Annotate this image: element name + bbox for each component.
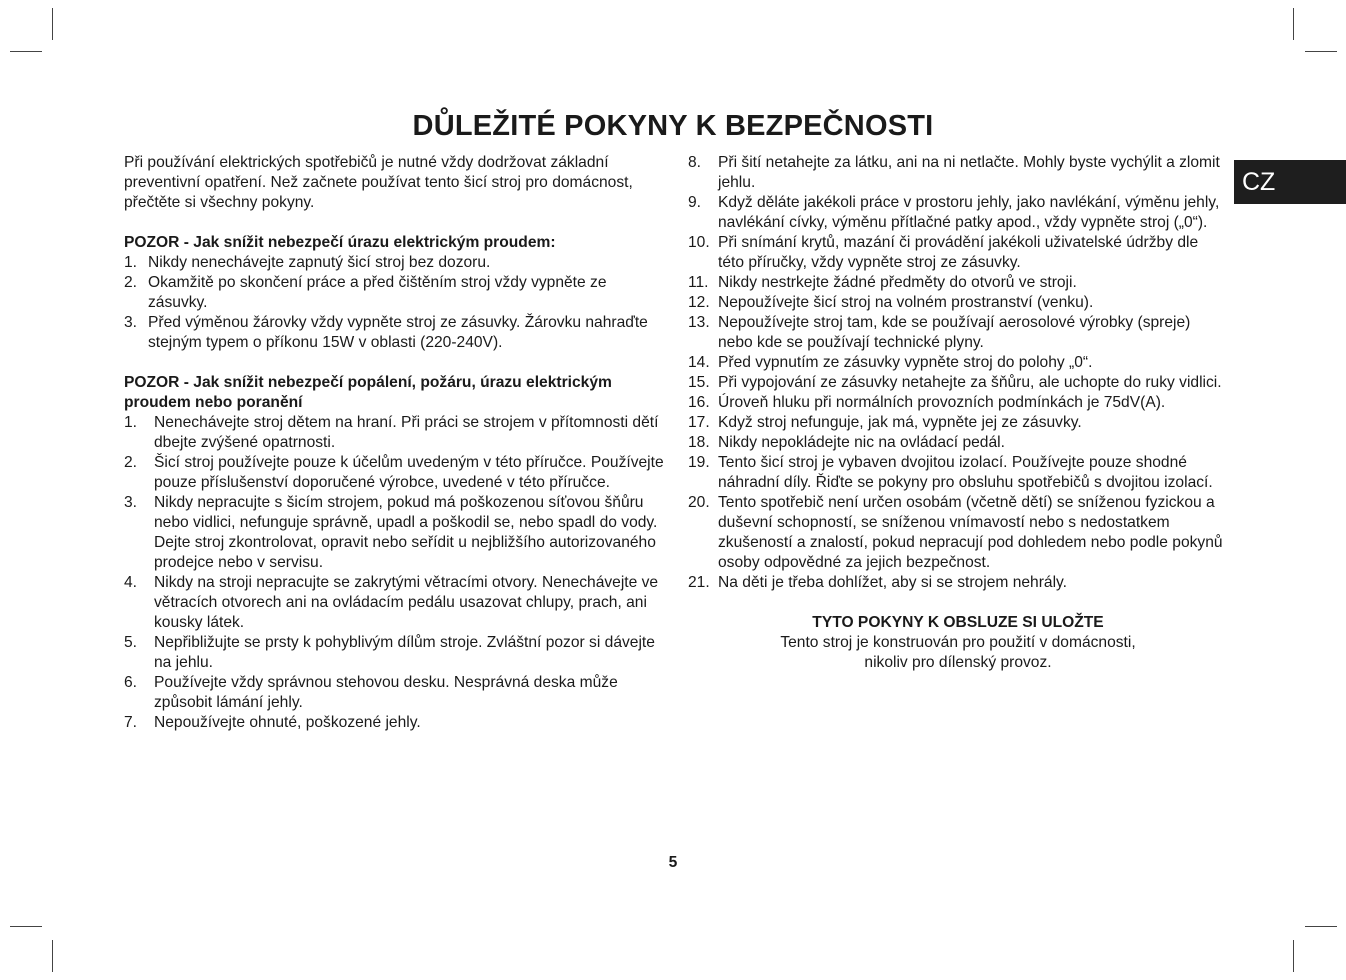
list-item: 13. Nepoužívejte stroj tam, kde se používají aerosolové výrobky (spreje) nebo kde se používají technické plyny. — [688, 314, 1191, 351]
left-column — [124, 153, 669, 733]
list-item: 2. Šicí stroj používejte pouze k účelům uvedeným v této příručce. Používejte pouze příslušenství doporučené výrobce, uvedené v této příručce. — [124, 454, 664, 491]
list-item: 1. Nikdy nenechávejte zapnutý šicí stroj bez dozoru. — [124, 254, 491, 271]
crop-mark — [1305, 926, 1337, 927]
page-title: DŮLEŽITÉ POKYNY K BEZPEČNOSTI — [412, 110, 934, 142]
crop-mark — [1293, 8, 1294, 40]
list-item: 4. Nikdy na stroji nepracujte se zakrytými větracími otvory. Nenechávejte ve větracích otvorech ani na ovládacím pedálu usazovat chlupy, prach, ani kousky látek. — [124, 574, 659, 631]
list-item: 1. Nenechávejte stroj dětem na hraní. Při práci se strojem v přítomnosti dětí dbejte zvýšené opatrnosti. — [124, 414, 659, 451]
section1-list — [124, 253, 669, 353]
list-item: 21. Na děti je třeba dohlížet, aby si se strojem nehrály. — [688, 574, 1068, 591]
page-number: 5 — [668, 854, 678, 871]
list-item: 2. Okamžitě po skončení práce a před čištěním stroj vždy vypněte ze zásuvky. — [124, 274, 607, 311]
section1-heading: POZOR - Jak snížit nebezpečí úrazu elektrickým proudem: — [124, 234, 556, 251]
crop-mark — [10, 926, 42, 927]
crop-mark — [52, 940, 53, 972]
list-item: 5. Nepřibližujte se prsty k pohyblivým dílům stroje. Zvláštní pozor si dávejte na jehlu. — [124, 634, 655, 671]
section2-heading: POZOR - Jak snížit nebezpečí popálení, požáru, úrazu elektrickým proudem nebo poranění — [124, 374, 612, 411]
list-item: 12. Nepoužívejte šicí stroj na volném prostranství (venku). — [688, 294, 1094, 311]
intro-paragraph: Při používání elektrických spotřebičů je nutné vždy dodržovat základní preventivní opatření. Než začnete používat tento šicí stroj pro domácnost, přečtěte si všechny pokyny. — [124, 154, 633, 211]
list-item: 8. Při šití netahejte za látku, ani na ni netlačte. Mohly byste vychýlit a zlomit jehlu. — [688, 154, 1220, 191]
crop-mark — [52, 8, 53, 40]
list-item: 3. Nikdy nepracujte s šicím strojem, pokud má poškozenou síťovou šňůru nebo vidlici, nefunguje správně, upadl a poškodil se, nebo spadl do vody. Dejte stroj zkontrolovat, opravit nebo seřídit u nejbližšího autorizovaného prodejce nebo v servisu. — [124, 494, 658, 571]
language-tab: CZ — [1234, 160, 1346, 204]
list-item: 14. Před vypnutím ze zásuvky vypněte stroj do polohy „0“. — [688, 354, 1093, 371]
closing-block — [688, 613, 1228, 673]
crop-mark — [1293, 940, 1294, 972]
closing-line: Tento stroj je konstruován pro použití v domácnosti, — [780, 634, 1136, 651]
list-item: 7. Nepoužívejte ohnuté, poškozené jehly. — [124, 714, 421, 731]
list-item: 19. Tento šicí stroj je vybaven dvojitou izolací. Používejte pouze shodné náhradní díly. Řiďte se pokyny pro obsluhu spotřebičů s dvojitou izolací. — [688, 454, 1213, 491]
list-item: 16. Úroveň hluku při normálních provozních podmínkách je 75dV(A). — [688, 394, 1166, 411]
crop-mark — [10, 51, 42, 52]
list-item: 20. Tento spotřebič není určen osobám (včetně dětí) se sníženou fyzickou a duševní schopností, se sníženou vnímavostí nebo s nedostatkem zkušeností a znalostí, pokud nepracují pod dohledem nebo podle pokynů osoby odpovědné za jejich bezpečnost. — [688, 494, 1223, 571]
closing-line: nikoliv pro dílenský provoz. — [864, 654, 1052, 671]
list-item: 6. Používejte vždy správnou stehovou desku. Nesprávná deska může způsobit lámání jehly. — [124, 674, 618, 711]
list-item: 17. Když stroj nefunguje, jak má, vypněte jej ze zásuvky. — [688, 414, 1082, 431]
section2-list — [124, 413, 669, 733]
continued-list — [688, 153, 1228, 593]
list-item: 3. Před výměnou žárovky vždy vypněte stroj ze zásuvky. Žárovku nahraďte stejným typem o příkonu 15W v oblasti (220-240V). — [124, 314, 648, 351]
list-item: 9. Když děláte jakékoli práce v prostoru jehly, jako navlékání, výměnu jehly, navlékání cívky, výměnu přítlačné patky apod., vždy vypněte stroj („0“). — [688, 194, 1220, 231]
list-item: 10. Při snímání krytů, mazání či provádění jakékoli uživatelské údržby dle této příručky, vždy vypněte stroj ze zásuvky. — [688, 234, 1199, 271]
right-column — [688, 153, 1228, 673]
list-item: 11. Nikdy nestrkejte žádné předměty do otvorů ve stroji. — [688, 274, 1077, 291]
list-item: 15. Při vypojování ze zásuvky netahejte za šňůru, ale uchopte do ruky vidlici. — [688, 374, 1222, 391]
crop-mark — [1305, 51, 1337, 52]
list-item: 18. Nikdy nepokládejte nic na ovládací pedál. — [688, 434, 1005, 451]
closing-heading: TYTO POKYNY K OBSLUZE SI ULOŽTE — [812, 614, 1104, 631]
